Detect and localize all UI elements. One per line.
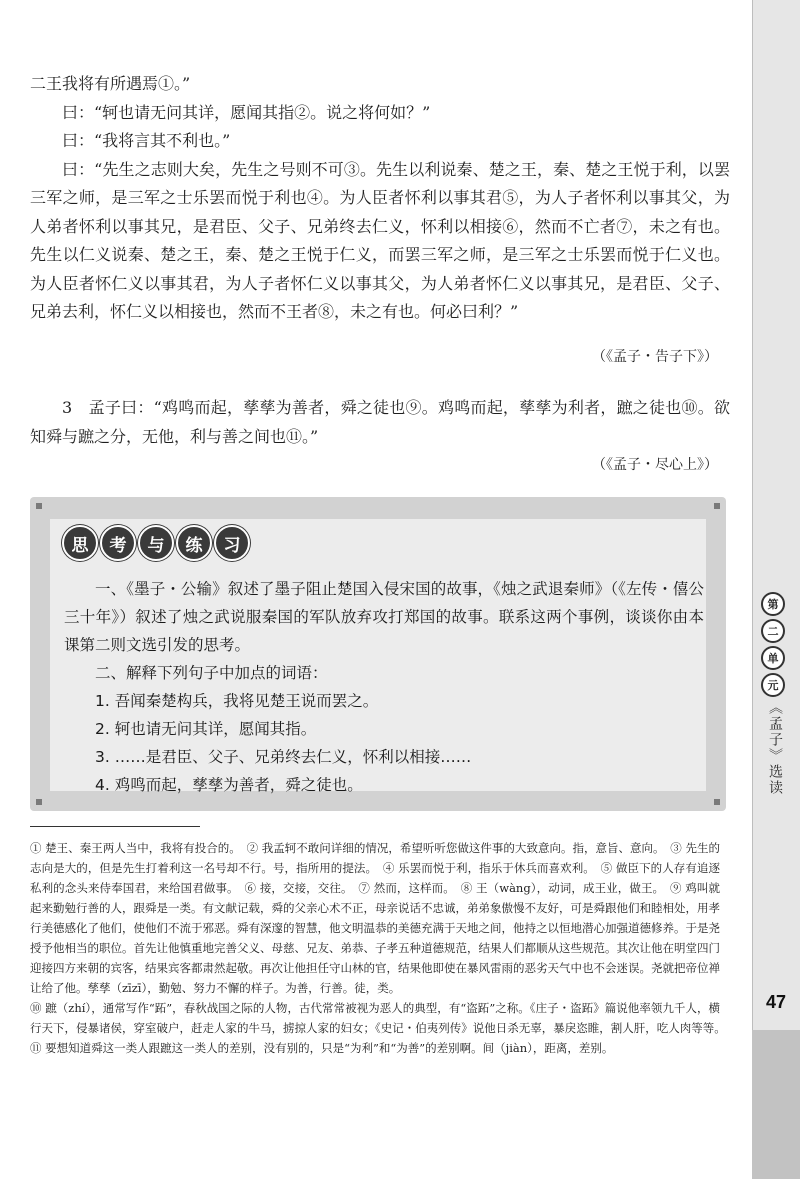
source-citation-1: （《孟子・告子下》）: [592, 349, 718, 365]
main-text: [30, 70, 730, 327]
source-citation-2: （《孟子・尽心上》）: [592, 457, 718, 473]
page-number: 47: [765, 992, 787, 1012]
exercise-heading: [62, 525, 250, 561]
passage-3-text: 3 孟子曰：“鸡鸣而起，孳孳为善者，舜之徒也⑨。鸡鸣而起，孳孳为利者，蹠之徒也⑩。欲知舜与蹠之分，无他，利与善之间也⑪。”: [30, 398, 730, 446]
box-corner: [36, 503, 42, 509]
text-line-1: 二王我将有所遇焉①。”: [30, 74, 191, 93]
footnote-divider: [30, 826, 200, 827]
exercise-question-2: 二、解释下列句子中加点的词语：: [95, 664, 328, 682]
unit-badge: 第: [761, 592, 785, 616]
box-corner: [714, 503, 720, 509]
footnotes: [30, 838, 732, 1058]
exercise-box: [30, 497, 726, 811]
section-title: 《孟子》选读: [767, 700, 783, 796]
box-corner: [714, 799, 720, 805]
exercise-item: 4. 鸡鸣而起，孳孳为善者，舜之徒也。: [95, 776, 363, 794]
heading-badge: 习: [214, 525, 250, 561]
unit-badge: 单: [761, 646, 785, 670]
heading-badge: 思: [62, 525, 98, 561]
footnote-block: ① 楚王、秦王两人当中，我将有投合的。 ② 我孟轲不敢问详细的情况，希望听听您做这件事的大致意向。指，意旨、意向。 ③ 先生的志向是大的，但是先生打着利这一名号却不行。号，指所用的提法。 ④ 乐罢而悦于利，指乐于休兵而喜欢利。 ⑤ 做臣下的人存有追逐私利的念头来侍奉国君，来给国君做事。 ⑥ 接，交接，交往。 ⑦ 然而，这样而。 ⑧ 王（wàng），动词，成王业，做王。 ⑨ 鸡叫就起来勤勉行善的人，跟舜是一类。有文献记载，舜的父亲心术不正，母亲说话不忠诚，弟弟象傲慢不友好，可是舜跟他们和睦相处，用孝行美德感化了他们，使他们不流于邪恶。舜有深邃的智慧，他文明温恭的美德充满于天地之间，他持之以恒地潜心加强道德修养。于是尧授予他相当的职位。首先让他慎重地完善父义、母慈、兄友、弟恭、子孝五种道德规范，结果人们都顺从这些规范。其次让他在明堂四门迎接四方来朝的宾客，结果宾客都肃然起敬。再次让他担任守山林的官，结果他即使在暴风雷雨的恶劣天气中也不会迷误。尧就把帝位禅让给了他。孳孳（zīzī），勤勉、努力不懈的样子。为善，行善。徒，类。: [30, 841, 720, 995]
exercise-item: 2. 轲也请无问其详，愿闻其指。: [95, 720, 317, 738]
box-corner: [36, 799, 42, 805]
footnote-block: ⑩ 蹠（zhí），通常写作“跖”，春秋战国之际的人物，古代常常被视为恶人的典型，有“盗跖”之称。《庄子・盗跖》篇说他率领九千人，横行天下，侵暴诸侯，穿室破户，赶走人家的牛马，掳掠人家的妇女；《史记・伯夷列传》说他日杀无辜，暴戾恣睢，割人肝，吃人肉等等。 ⑪ 要想知道舜这一类人跟蹠这一类人的差别，没有别的，只是“为利”和“为善”的差别啊。间（jiàn），距离，差别。: [30, 1001, 732, 1055]
exercise-item: 1. 吾闻秦楚构兵，我将见楚王说而罢之。: [95, 692, 379, 710]
exercise-body: [64, 575, 704, 799]
heading-badge: 练: [176, 525, 212, 561]
exercise-question-1: 一、《墨子・公输》叙述了墨子阻止楚国入侵宋国的故事，《烛之武退秦师》（《左传・僖公三十年》）叙述了烛之武说服秦国的军队放弃攻打郑国的故事。联系这两个事例，谈谈你由本课第二则文选引发的思考。: [64, 580, 704, 654]
heading-badge: 与: [138, 525, 174, 561]
heading-badge: 考: [100, 525, 136, 561]
text-line-3: 曰：“我将言其不利也。”: [62, 131, 231, 150]
unit-badge: 元: [761, 673, 785, 697]
unit-label: [761, 592, 785, 697]
exercise-item: 3. ……是君臣、父子、兄弟终去仁义，怀利以相接……: [95, 748, 472, 766]
passage-3: [30, 394, 730, 451]
text-paragraph: 曰：“先生之志则大矣，先生之号则不可③。先生以利说秦、楚之王，秦、楚之王悦于利，以罢三军之师，是三军之士乐罢而悦于利也④。为人臣者怀利以事其君⑤，为人子者怀利以事其父，为人弟者怀利以事其兄，是君臣、父子、兄弟终去仁义，怀利以相接⑥，然而不亡者⑦，未之有也。先生以仁义说秦、楚之王，秦、楚之王悦于仁义，而罢三军之师，是三军之士乐罢而悦于仁义也。为人臣者怀仁义以事其君，为人子者怀仁义以事其父，为人弟者怀仁义以事其兄，是君臣、父子、兄弟去利，怀仁义以相接也，然而不王者⑧，未之有也。何必曰利？”: [30, 159, 730, 321]
text-line-2: 曰：“轲也请无问其详，愿闻其指②。说之将何如？”: [62, 102, 431, 122]
unit-badge: 二: [761, 619, 785, 643]
side-tab-bottom: [752, 1030, 800, 1179]
